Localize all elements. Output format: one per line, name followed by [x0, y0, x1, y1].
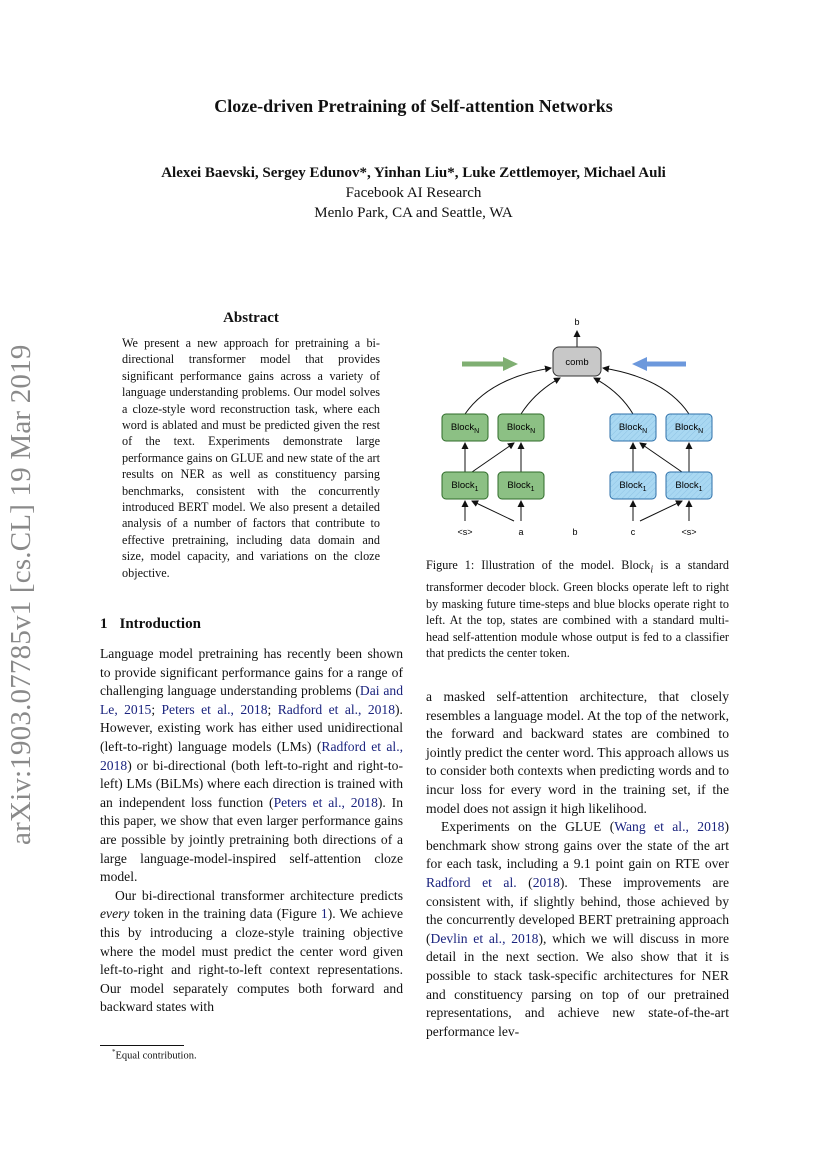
- intro-paragraph-2: [100, 887, 403, 1017]
- citation-link[interactable]: Dai and Le, 2015: [100, 683, 403, 717]
- citation-link[interactable]: Radford et al., 2018: [100, 738, 403, 773]
- figure-ref-link[interactable]: 1: [320, 906, 328, 922]
- text-run: ), which we will discuss in more detail in the next section. We also show that it is possible to stack task-specific architectures for NER and constituency parsing on top of our pretrained representations, and achieve new state-of-the-art performance lev-: [426, 930, 729, 1039]
- token-label: <s>: [457, 527, 473, 537]
- connector-arrow: [521, 378, 560, 414]
- connector-arrow: [640, 443, 682, 472]
- footnote: [112, 1048, 197, 1062]
- citation-link[interactable]: Wang et al., 2018: [614, 819, 725, 835]
- author-list: [0, 165, 827, 182]
- affiliation: Facebook AI Research: [345, 185, 482, 201]
- token-label: c: [630, 527, 636, 537]
- green-block-1: [498, 472, 544, 499]
- caption-text: Figure 1: Illustration of the model. Block: [426, 558, 651, 572]
- left-to-right-arrow-icon: [462, 357, 518, 371]
- text-run: Language model pretraining has recently been shown to provide significant performance gains for a range of challenging language understanding problems (: [100, 646, 403, 699]
- section-number: 1: [100, 616, 108, 632]
- block-subscript: 1: [474, 486, 479, 493]
- figure-caption: [426, 557, 729, 662]
- text-run: ). In this paper, we show that even larger performance gains are possible by jointly pretraining both directions of a large language-model-inspired self-attention cloze model.: [100, 794, 403, 885]
- block-label: Block: [619, 480, 643, 491]
- block-subscript: N: [530, 428, 536, 435]
- connector-arrow: [603, 368, 689, 414]
- right-to-left-arrow-icon: [632, 357, 686, 371]
- left-column: [100, 645, 403, 1017]
- text-run: ) benchmark show strong gains over the state of the art for each task, including a 9.1 point gain on RTE over: [426, 819, 729, 872]
- blue-block-n: [610, 414, 656, 441]
- block-subscript: 1: [530, 486, 535, 493]
- block-subscript: 1: [698, 486, 703, 493]
- footnote-mark: *: [112, 1048, 116, 1056]
- authors-text: Alexei Baevski, Sergey Edunov*, Yinhan Liu*, Luke Zettlemoyer, Michael Auli: [161, 165, 666, 181]
- connector-arrow: [465, 368, 551, 414]
- block-label: Block: [618, 422, 643, 433]
- citation-link[interactable]: Radford et al.: [426, 874, 517, 890]
- text-run: ). These improvements are consistent with, if slightly behind, those achieved by the concurrently developed BERT pretraining approach (: [426, 874, 729, 946]
- token-label: a: [518, 527, 524, 537]
- citation-link[interactable]: Peters et al., 2018: [161, 701, 268, 717]
- text-run: ). We achieve this by introducing a cloze-style training objective where the model must predict the center word given left-to-right and right-to-left context representations. Our model separately computes both forward and backward states with: [100, 906, 403, 1015]
- connector-arrow: [472, 443, 514, 472]
- token-label: b: [572, 527, 578, 537]
- block-subscript: N: [474, 428, 480, 435]
- citation-link[interactable]: Peters et al., 2018: [273, 794, 378, 810]
- section-title: Introduction: [119, 616, 201, 632]
- green-block-1: [442, 472, 488, 499]
- text-run: (: [516, 874, 533, 890]
- comb-label: comb: [565, 357, 589, 368]
- intro-paragraph-3: a masked self-attention architecture, that closely resembles a language model. At the top of the network, the forward and backward states are combined to jointly predict the center word. This approach allows us to consider both contexts when predicting words and to incur loss for every word in the training set, if the model does not assign it high likelihood.: [426, 689, 729, 816]
- connector-arrow: [640, 501, 682, 521]
- blue-block-1: [610, 472, 656, 499]
- caption-text: is a standard transformer decoder block. Green blocks operate left to right by masking future time-steps and blue blocks operate right to left. At the top, states are combined with a standard multi-head self-attention module whose output is fed to a classifier that predicts the center token.: [426, 558, 729, 661]
- intro-paragraph-4: [426, 818, 729, 1041]
- text-run: ) or bi-directional (both left-to-right and right-to-left) LMs (BiLMs) where each direction is trained with an independent loss function (: [100, 757, 403, 810]
- citation-link[interactable]: Devlin et al., 2018: [430, 930, 539, 946]
- arxiv-id: arXiv:1903.07785v1 [cs.CL] 19 Mar 2019: [5, 344, 37, 845]
- block-subscript: N: [698, 428, 704, 435]
- block-label: Block: [675, 480, 699, 491]
- location: Menlo Park, CA and Seattle, WA: [314, 205, 513, 221]
- text-run: token in the training data (Figure: [129, 906, 321, 922]
- citation-link[interactable]: Radford et al., 2018: [277, 701, 396, 717]
- model-figure: [440, 312, 730, 544]
- intro-paragraph-1: [100, 645, 403, 887]
- text-run: ;: [151, 701, 162, 717]
- block-label: Block: [451, 480, 475, 491]
- citation-link[interactable]: 2018: [532, 874, 560, 890]
- blue-block-n: [666, 414, 712, 441]
- blue-block-1: [666, 472, 712, 499]
- block-subscript: N: [642, 428, 648, 435]
- right-column: [426, 688, 729, 1041]
- connector-arrow: [472, 501, 514, 521]
- arxiv-stamp: [5, 344, 44, 845]
- caption-subscript: i: [650, 564, 654, 576]
- block-label: Block: [507, 480, 531, 491]
- text-run: ;: [267, 701, 278, 717]
- paper-title: Cloze-driven Pretraining of Self-attention Networks: [214, 96, 613, 116]
- abstract-heading: Abstract: [223, 310, 279, 326]
- text-run: Experiments on the GLUE (: [441, 819, 615, 835]
- abstract-text: We present a new approach for pretraining a bi-directional transformer model that provides significant performance gains across a variety of language understanding problems. Our model solves a cloze-style word reconstruction task, where each word is ablated and must be predicted given the rest of the text. Experiments demonstrate large performance gains on GLUE and new state of the art results on NER as well as constituency parsing benchmarks, consistent with the concurrently introduced BERT model. We also present a detailed analysis of a number of factors that contribute to effective pretraining, including data domain and size, model capacity, and variations on the cloze objective.: [122, 336, 380, 580]
- block-subscript: 1: [642, 486, 647, 493]
- output-label: b: [574, 317, 580, 327]
- connector-arrow: [594, 378, 633, 414]
- token-label: <s>: [681, 527, 697, 537]
- block-label: Block: [450, 422, 475, 433]
- text-run: Our bi-directional transformer architecture predicts: [115, 887, 403, 903]
- green-block-n: [498, 414, 544, 441]
- footnote-rule: [100, 1045, 184, 1046]
- block-label: Block: [506, 422, 531, 433]
- green-block-n: [442, 414, 488, 441]
- text-run: ). However, existing work has either used unidirectional (left-to-right) language models (LMs) (: [100, 701, 403, 754]
- section-heading: [100, 616, 201, 633]
- emphasis: every: [100, 906, 130, 922]
- block-label: Block: [674, 422, 699, 433]
- footnote-text: Equal contribution.: [115, 1050, 197, 1062]
